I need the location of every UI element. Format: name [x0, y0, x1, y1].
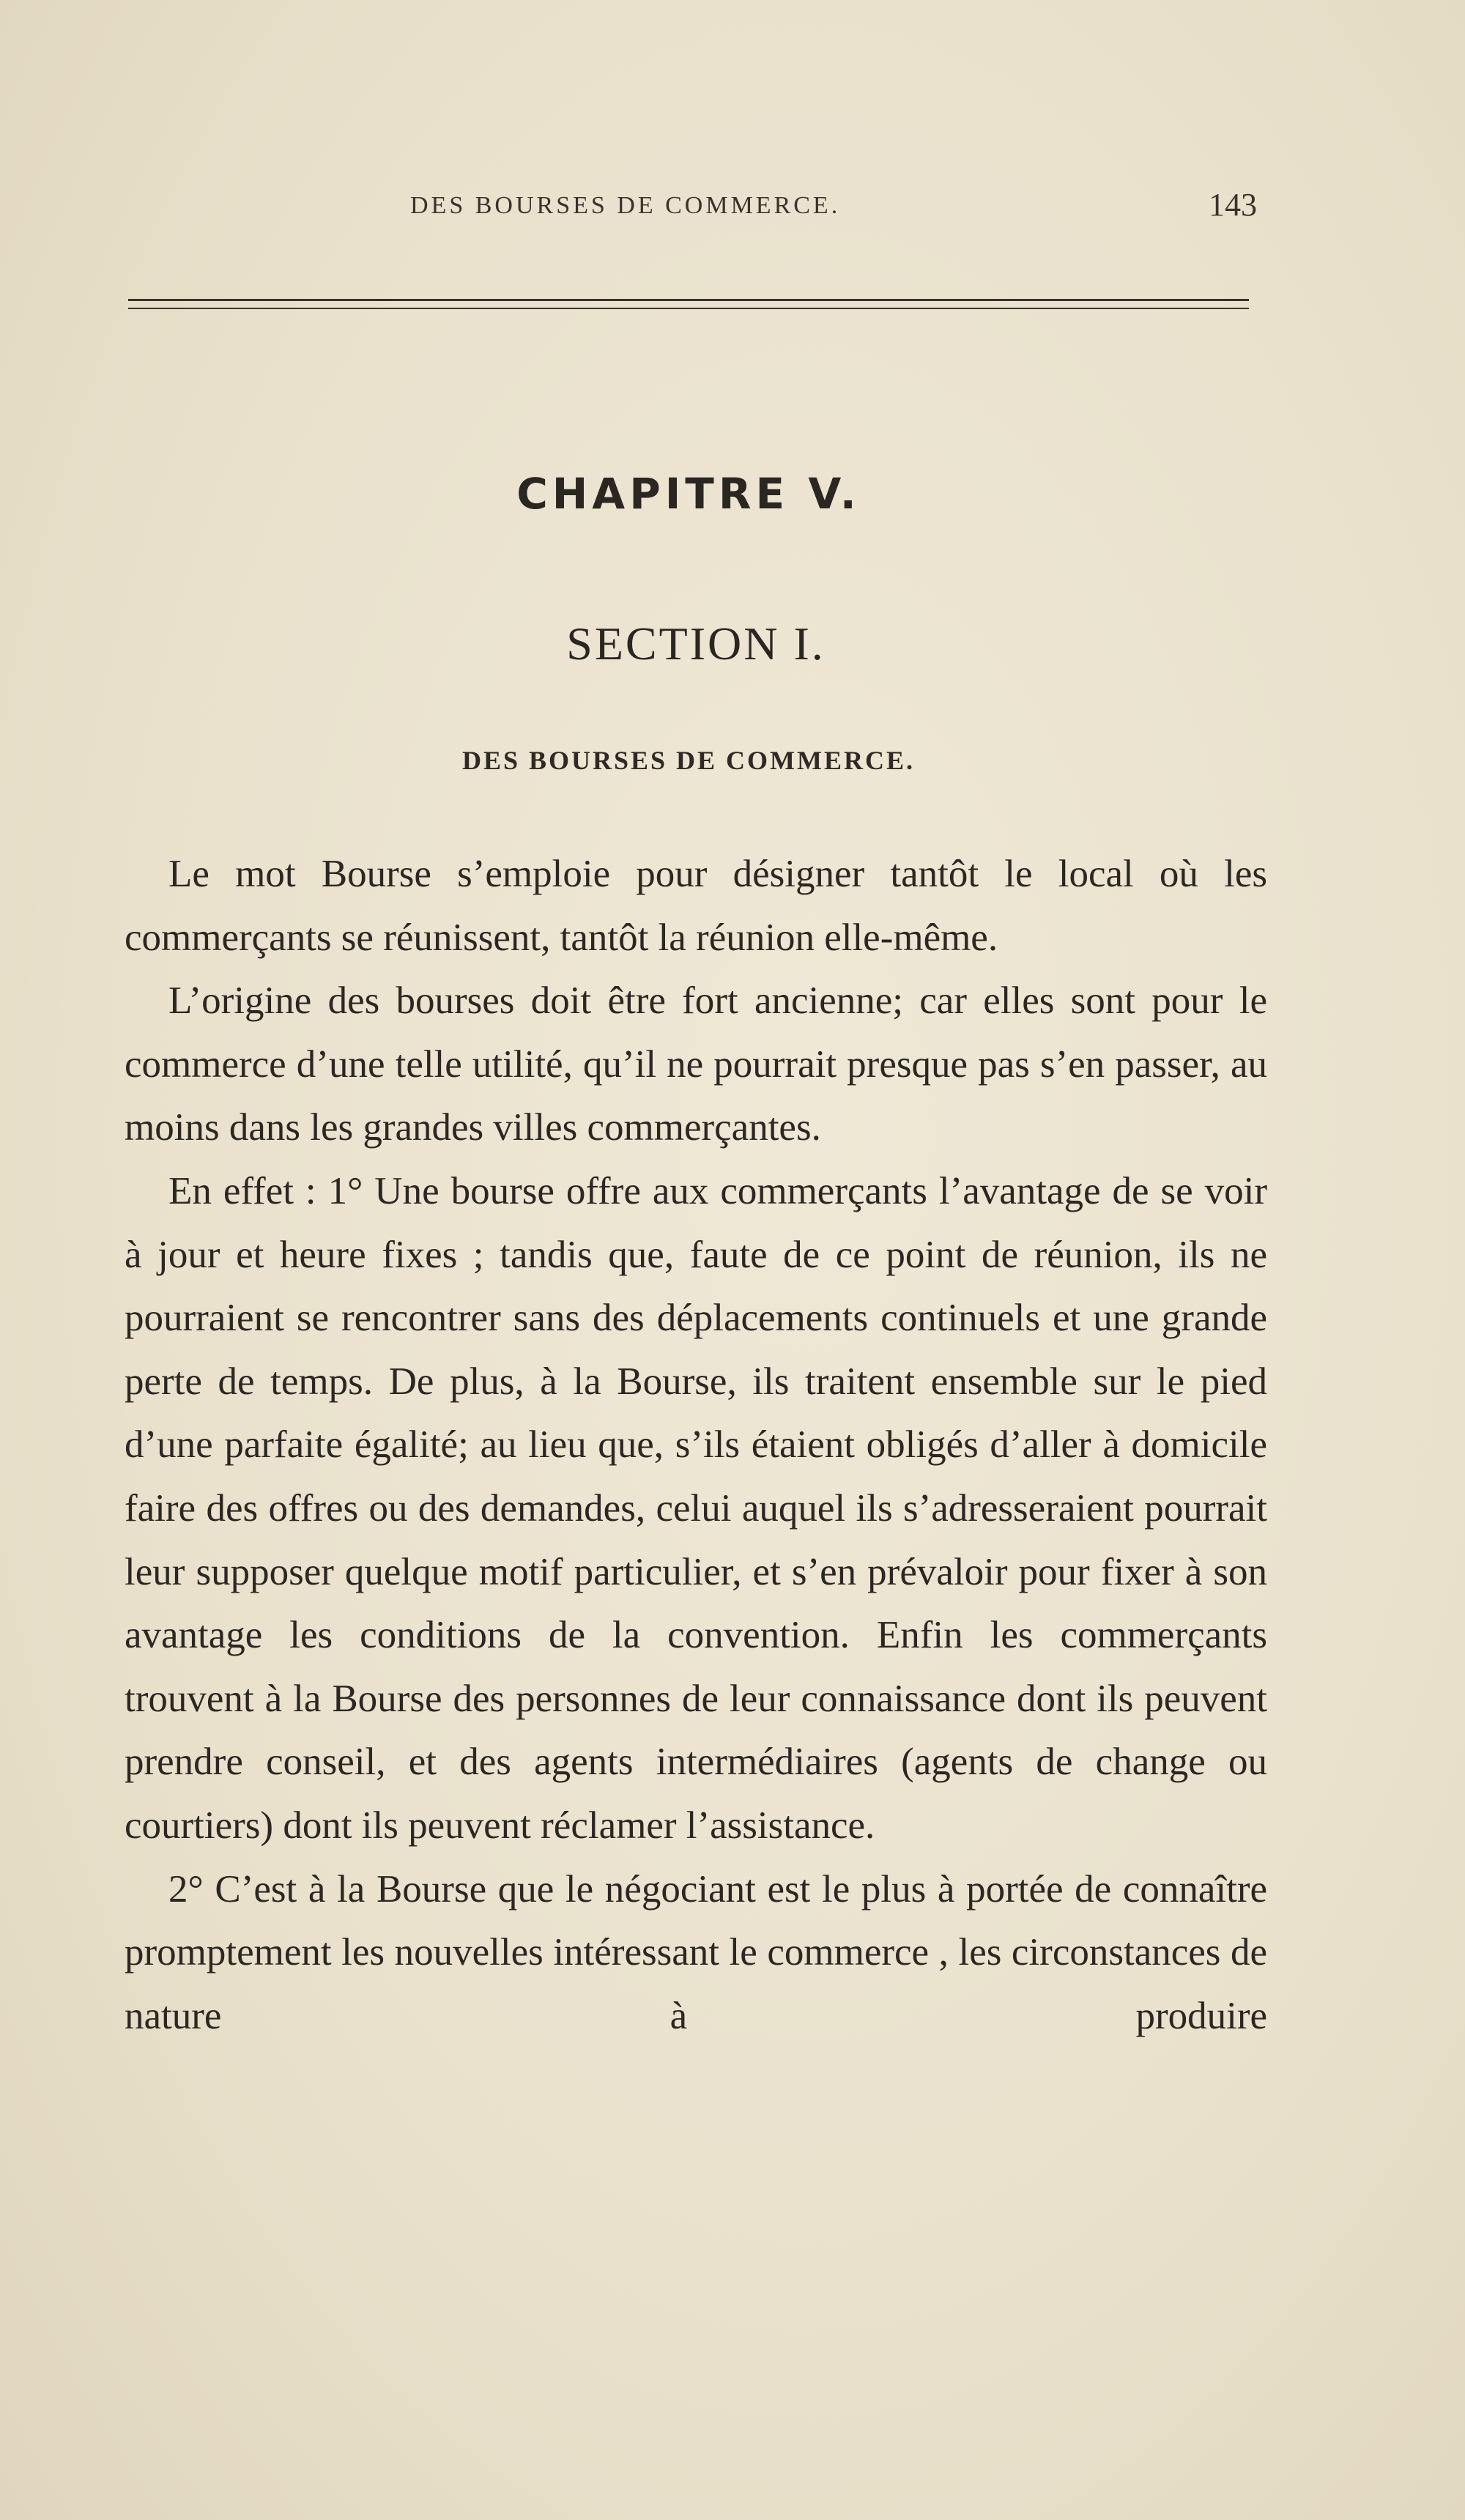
- paragraph-1: Le mot Bourse s’emploie pour désigner tantôt le local où les commerçants se réunissent, tantôt la réunion elle-même.: [125, 853, 1267, 959]
- chapter-title: CHAPITRE V.: [516, 469, 861, 519]
- paragraph-3: En effet : 1° Une bourse offre aux commerçants l’avantage de se voir à jour et heure fixes ; tandis que, faute de ce point de réunion, ils ne pourraient se rencontrer sans des déplacements continuels et une grande perte de temps. De plus, à la Bourse, ils traitent ensemble sur le pied d’une parfaite égalité; au lieu que, s’ils étaient obligés d’aller à domicile faire des offres ou des demandes, celui auquel ils s’adresseraient pourrait leur supposer quelque motif particulier, et s’en prévaloir pour fixer à son avantage les conditions de la convention. Enfin les commerçants trouvent à la Bourse des personnes de leur connaissance dont ils peuvent prendre conseil, et des agents intermédiaires (agents de change ou courtiers) dont ils peuvent réclamer l’assistance.: [125, 1169, 1267, 1847]
- paragraph-4: 2° C’est à la Bourse que le négociant est le plus à portée de connaître promptement les nouvelles intéressant le commerce , les circonstances de nature à produire: [125, 1867, 1267, 2037]
- running-head: DES BOURSES DE COMMERCE.: [410, 192, 841, 219]
- section-title: SECTION I.: [566, 618, 826, 670]
- paragraph-2: L’origine des bourses doit être fort ancienne; car elles sont pour le commerce d’une telle utilité, qu’il ne pourrait presque pas s’en passer, au moins dans les grandes villes commerçantes.: [125, 979, 1267, 1149]
- body-text: [125, 842, 1267, 2048]
- section-subtitle: DES BOURSES DE COMMERCE.: [461, 746, 916, 775]
- header-rule-thin: [128, 308, 1249, 309]
- header-rule-thick: [128, 299, 1249, 301]
- page-number: 143: [1209, 187, 1257, 223]
